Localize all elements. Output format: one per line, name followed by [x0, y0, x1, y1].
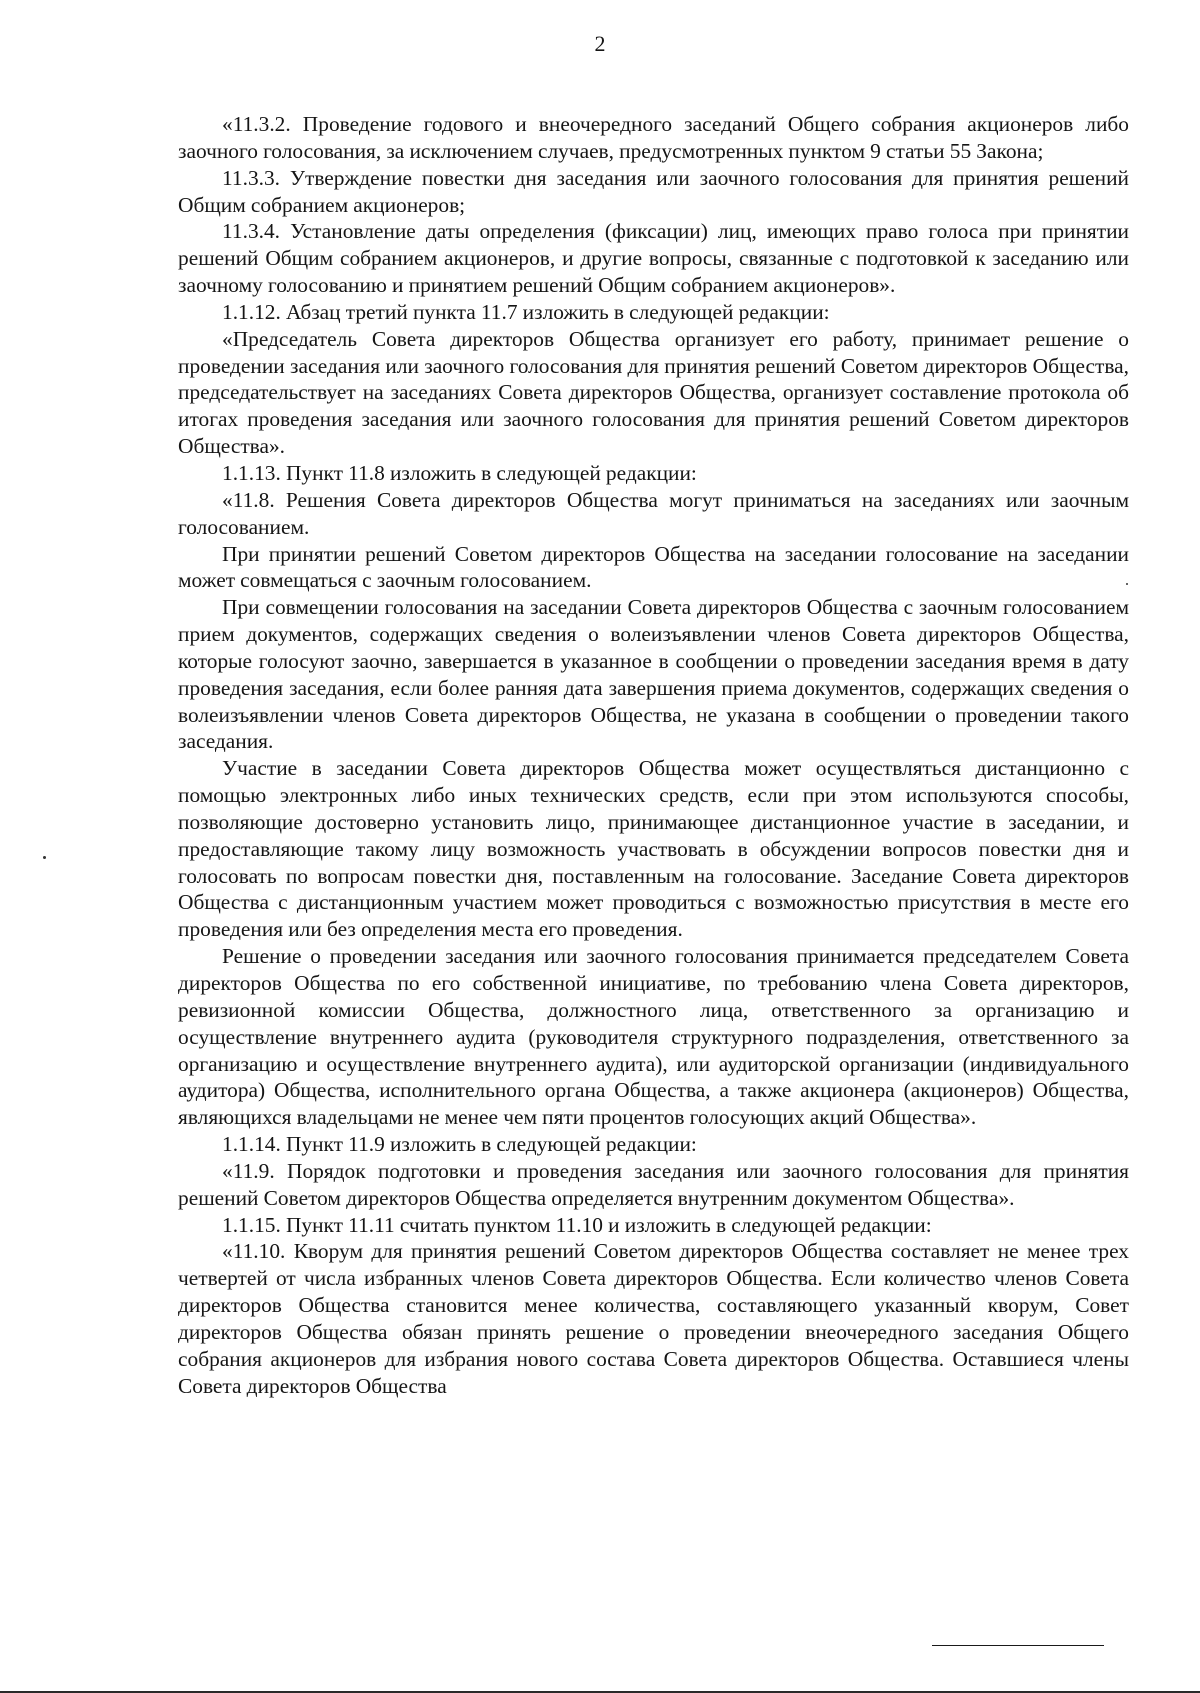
paragraph-remote-participation: Участие в заседании Совета директоров Общества может осуществляться дистанционно с помощью электронных либо иных технических средств, если при этом используются способы, позволяющие достоверно установить лицо, принимающее дистанционное участие в заседании, и предоставляющие такому лицу возможность участвовать в обсуждении вопросов повестки дня и голосовать по вопросам повестки дня, поставленным на голосование. Заседание Совета директоров Общества с дистанционным участием может проводиться с возможностью присутствия в месте его проведения или без определения места его проведения.	[178, 756, 1129, 942]
page-number: 2	[594, 31, 606, 56]
document-body	[178, 111, 1129, 1400]
scan-speck-left	[43, 856, 46, 859]
paragraph-1-1-12: 1.1.12. Абзац третий пункта 11.7 изложить в следующей редакции:	[222, 299, 830, 324]
paragraph-meeting-decision: Решение о проведении заседания или заочного голосования принимается председателем Совета директоров Общества по его собственной инициативе, по требованию члена Совета директоров, ревизионной комиссии Общества, должностного лица, ответственного за организацию и осуществление внутреннего аудита (руководителя структурного подразделения, ответственного за организацию и осуществление внутреннего аудита), или аудиторской организации (индивидуального аудитора) Общества, исполнительного органа Общества, а также акционера (акционеров) Общества, являющихся владельцами не менее чем пяти процентов голосующих акций Общества».	[178, 944, 1129, 1130]
paragraph-11-10: «11.10. Кворум для принятия решений Советом директоров Общества составляет не менее трех четвертей от числа избранных членов Совета директоров Общества. Если количество членов Совета директоров Общества становится менее количества, составляющего указанный кворум, Совет директоров Общества обязан принять решение о проведении внеочередного заседания Общего собрания акционеров для избрания нового состава Совета директоров Общества. Оставшиеся члены Совета директоров Общества	[178, 1239, 1129, 1398]
paragraph-11-3-3: 11.3.3. Утверждение повестки дня заседания или заочного голосования для принятия решений Общим собранием акционеров;	[178, 165, 1129, 217]
paragraph-chairman-duties: «Председатель Совета директоров Общества организует его работу, принимает решение о проведении заседания или заочного голосования для принятия решений Советом директоров Общества, председательствует на заседаниях Совета директоров Общества, организует составление протокола об итогах проведения заседания или заочного голосования для принятия решений Советом директоров Общества».	[178, 326, 1129, 459]
paragraph-11-9: «11.9. Порядок подготовки и проведения заседания или заочного голосования для принятия решений Советом директоров Общества определяется внутренним документом Общества».	[178, 1158, 1129, 1210]
paragraph-combined-voting: При принятии решений Советом директоров Общества на заседании голосование на заседании может совмещаться с заочным голосованием.	[178, 541, 1129, 593]
scan-speck-right	[1126, 583, 1128, 585]
paragraph-11-3-4: 11.3.4. Установление даты определения (фиксации) лиц, имеющих право голоса при принятии решений Общим собранием акционеров, и другие вопросы, связанные с подготовкой к заседанию или заочному голосованию и принятием решений Общим собранием акционеров».	[178, 219, 1129, 298]
paragraph-1-1-15: 1.1.15. Пункт 11.11 считать пунктом 11.10 и изложить в следующей редакции:	[222, 1212, 932, 1237]
paragraph-1-1-14: 1.1.14. Пункт 11.9 изложить в следующей редакции:	[222, 1132, 697, 1157]
paragraph-1-1-13: 1.1.13. Пункт 11.8 изложить в следующей редакции:	[222, 460, 697, 485]
paragraph-11-3-2: «11.3.2. Проведение годового и внеочередного заседаний Общего собрания акционеров либо заочного голосования, за исключением случаев, предусмотренных пунктом 9 статьи 55 Закона;	[178, 112, 1129, 163]
paragraph-11-8: «11.8. Решения Совета директоров Общества могут приниматься на заседаниях или заочным голосованием.	[178, 487, 1129, 539]
paragraph-document-acceptance: При совмещении голосования на заседании Совета директоров Общества с заочным голосованием прием документов, содержащих сведения о волеизъявлении членов Совета директоров Общества, которые голосуют заочно, завершается в указанное в сообщении о проведении заседания время в дату проведения заседания, если более ранняя дата завершения приема документов, содержащих сведения о волеизъявлении членов Совета директоров Общества, не указана в сообщении о проведении такого заседания.	[178, 595, 1129, 754]
footer-rule	[932, 1645, 1104, 1646]
